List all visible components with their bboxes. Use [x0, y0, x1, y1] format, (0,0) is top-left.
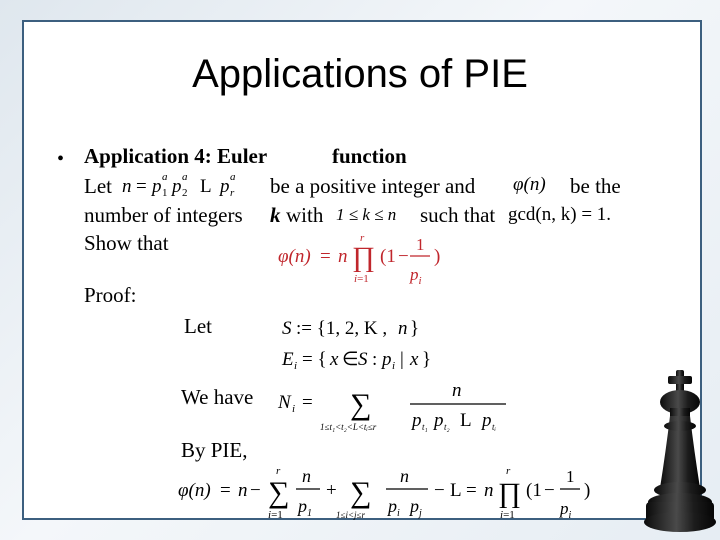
svg-text:= {: = {	[302, 349, 327, 370]
svg-text:=: =	[220, 480, 231, 501]
svg-text:∑: ∑	[350, 476, 372, 509]
svg-text:E: E	[282, 349, 294, 370]
svg-text:n: n	[238, 480, 248, 501]
svg-text:n: n	[398, 318, 408, 339]
svg-text:−: −	[544, 480, 555, 501]
svg-text:t₁: t₁	[422, 422, 428, 432]
svg-text:p: p	[482, 410, 492, 431]
application-heading: Application 4: Euler	[84, 144, 268, 168]
svg-text:x: x	[410, 349, 419, 370]
proof-let-label: Let	[184, 314, 212, 338]
euler-product-formula	[276, 228, 451, 290]
svg-text:p: p	[412, 410, 422, 431]
svg-text:i: i	[294, 360, 298, 372]
such-that-text: such that	[420, 203, 496, 227]
svg-text:+: +	[326, 480, 337, 501]
svg-text:2: 2	[182, 187, 188, 198]
bullet-dot: •	[57, 148, 65, 170]
slide-title: Applications of PIE	[192, 52, 528, 96]
svg-text:i=1: i=1	[354, 273, 369, 285]
svg-text:a: a	[162, 171, 168, 183]
svg-text:a: a	[182, 171, 188, 183]
n-i-formula	[276, 378, 516, 440]
svg-text:−: −	[434, 480, 445, 501]
svg-text::= {1, 2, K ,: := {1, 2, K ,	[296, 318, 388, 339]
svg-text:=: =	[302, 392, 313, 413]
svg-text:p: p	[382, 349, 392, 370]
svg-text:p1: $p_1$	[298, 496, 312, 519]
svg-text:n: n	[400, 466, 409, 486]
svg-text:i=1: i=1	[268, 509, 283, 521]
svg-text:n: n	[484, 480, 494, 501]
svg-text:r: r	[230, 187, 235, 198]
svg-text:): )	[584, 480, 591, 501]
svg-text:n: n	[452, 380, 462, 401]
svg-text:1: 1	[566, 467, 575, 486]
svg-text:n: n	[338, 246, 348, 267]
svg-text:L: L	[200, 176, 212, 197]
svg-text:∑: ∑	[350, 388, 372, 421]
svg-text:): )	[434, 246, 441, 267]
svg-text:−: −	[250, 480, 261, 501]
svg-text:1≤t₁<t₂<L<tᵢ≤r: 1≤t₁<t₂<L<tᵢ≤r	[320, 422, 377, 432]
svg-text:S: S	[358, 349, 368, 370]
svg-text:}: }	[410, 318, 420, 339]
application-heading-function: function	[332, 144, 407, 168]
svg-text:=: =	[320, 246, 331, 267]
svg-text:=: =	[466, 480, 477, 501]
svg-text:1≤i<j≤r: 1≤i<j≤r	[336, 510, 365, 520]
svg-text:x: x	[330, 349, 339, 370]
k-variable: k	[270, 203, 281, 227]
final-phi-formula	[176, 462, 606, 524]
we-have-label: We have	[181, 385, 254, 409]
svg-text:S: S	[282, 318, 292, 339]
svg-text:∈: ∈	[342, 349, 359, 370]
svg-text:i: i	[292, 403, 296, 415]
be-the-text: be the	[570, 174, 621, 198]
svg-text:r: r	[276, 465, 281, 477]
svg-text::: :	[372, 349, 378, 370]
svg-text:(1: (1	[380, 246, 396, 267]
svg-text:n: n	[302, 466, 311, 486]
by-pie-label: By PIE,	[181, 438, 248, 462]
svg-text:φ(n): φ(n)	[278, 246, 311, 267]
svg-text:pi: $p_i$	[410, 265, 422, 287]
svg-text:n: n	[122, 176, 132, 197]
svg-text:i: i	[392, 360, 396, 372]
svg-text:a: a	[230, 171, 236, 183]
set-e-definition	[280, 343, 450, 373]
svg-text:p: p	[172, 176, 182, 197]
chess-king-icon	[640, 370, 720, 540]
show-that-text: Show that	[84, 231, 169, 255]
svg-text:∏: ∏	[352, 242, 376, 273]
svg-text:tᵢ: tᵢ	[492, 422, 496, 432]
svg-text:r: r	[360, 232, 365, 244]
number-of-integers-text: number of integers	[84, 203, 243, 227]
svg-text:1: 1	[162, 187, 168, 198]
svg-text:pi: $p_i$	[388, 496, 400, 519]
svg-text:pj: $p_j$	[410, 496, 422, 519]
svg-text:=: =	[136, 176, 147, 197]
svg-text:p: p	[152, 176, 162, 197]
svg-text:}: }	[422, 349, 432, 370]
svg-text:(1: (1	[526, 480, 542, 501]
set-s-definition	[280, 312, 440, 340]
svg-text:L: L	[450, 480, 462, 501]
svg-text:L: L	[460, 410, 472, 431]
svg-text:|: |	[400, 349, 404, 370]
let-label: Let	[84, 174, 112, 198]
svg-text:i=1: i=1	[500, 509, 515, 521]
svg-text:p: p	[220, 176, 230, 197]
phi-symbol: φ(n)	[513, 174, 546, 195]
svg-text:1: 1	[416, 235, 425, 254]
k-range-formula: 1 ≤ k ≤ n	[336, 205, 397, 224]
svg-text:t₂: t₂	[444, 422, 450, 432]
n-definition-formula	[120, 168, 270, 198]
svg-text:N: N	[278, 392, 291, 413]
svg-text:−: −	[398, 246, 409, 267]
svg-text:pi: $p_i$	[560, 499, 572, 521]
svg-text:∑: ∑	[268, 476, 290, 509]
with-text: with	[286, 203, 324, 227]
svg-text:∏: ∏	[498, 478, 522, 509]
svg-text:φ(n): φ(n)	[178, 480, 211, 501]
positive-integer-text: be a positive integer and	[270, 174, 476, 198]
svg-text:r: r	[506, 465, 511, 477]
proof-label: Proof:	[84, 283, 137, 307]
gcd-condition: gcd(n, k) = 1.	[508, 204, 612, 225]
svg-text:p: p	[434, 410, 444, 431]
